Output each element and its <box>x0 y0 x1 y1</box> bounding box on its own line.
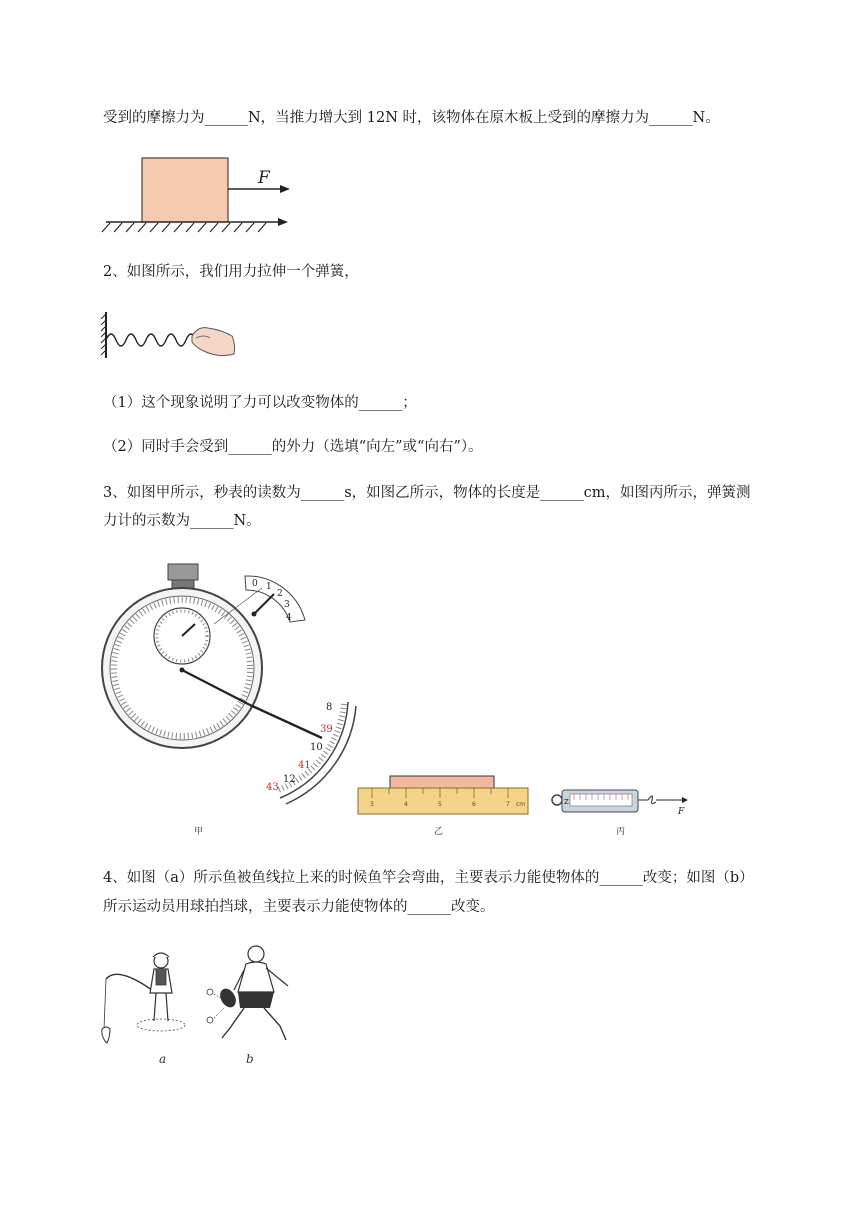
spring-hand-figure <box>100 310 240 360</box>
force-label: F <box>258 168 270 188</box>
small-tick-1: 1 <box>266 582 272 592</box>
small-tick-4: 4 <box>286 613 292 623</box>
ruler <box>358 788 528 814</box>
ruler-tick-7: 7 <box>506 801 510 808</box>
stopwatch-figure <box>100 558 370 808</box>
caption-jia: 甲 <box>194 827 204 837</box>
racket <box>217 986 239 1010</box>
spring-balance-figure <box>548 784 692 820</box>
q3-line1: 3、如图甲所示，秒表的读数为______s，如图乙所示，物体的长度是______cm，如图丙所示，弹簧测 <box>103 485 751 501</box>
spring-balance-label: Z <box>564 798 569 806</box>
big-tick-39: 39 <box>320 724 333 735</box>
q2-stem: 2、如图所示，我们用力拉伸一个弹簧， <box>103 264 359 280</box>
q4-line1: 4、如图（a）所示鱼被鱼线拉上来的时候鱼竿会弯曲，主要表示力能使物体的______改变；如图（b） <box>103 870 754 886</box>
block-force-figure <box>100 152 300 234</box>
spring <box>106 334 202 346</box>
ball-1 <box>207 989 213 995</box>
caption-bing: 丙 <box>616 827 626 837</box>
big-tick-41: 41 <box>298 760 311 771</box>
small-tick-3: 3 <box>284 600 290 610</box>
big-tick-12: 12 <box>283 774 296 785</box>
caption-yi: 乙 <box>434 827 444 837</box>
q4-line2: 所示运动员用球拍挡球，主要表示力能使物体的______改变。 <box>103 899 495 915</box>
small-tick-2: 2 <box>277 589 283 599</box>
ruler-unit: cm <box>516 801 526 808</box>
q2-part2: （2）同时手会受到______的外力（选填“向左”或“向右”）。 <box>103 439 483 455</box>
caption-a: a <box>159 1052 167 1066</box>
ruler-figure <box>356 772 532 818</box>
spring-balance-force-label: F <box>678 807 685 817</box>
ruler-tick-6: 6 <box>472 801 476 808</box>
fishing-rod <box>106 974 156 993</box>
block <box>142 158 228 222</box>
q1-text: 受到的摩擦力为______N，当推力增大到 12N 时，该物体在原木板上受到的摩擦力为______N。 <box>103 110 720 126</box>
fish <box>102 1027 110 1043</box>
q3-line2: 力计的示数为______N。 <box>103 513 261 529</box>
q2-part1: （1）这个现象说明了力可以改变物体的______； <box>103 395 417 411</box>
caption-b: b <box>246 1052 254 1066</box>
ruler-tick-4: 4 <box>404 801 408 808</box>
fishing-figure <box>98 945 198 1050</box>
big-tick-10: 10 <box>310 742 323 753</box>
big-tick-8: 8 <box>326 702 333 713</box>
object-on-ruler <box>390 776 494 788</box>
big-tick-43: 43 <box>266 782 279 793</box>
ruler-tick-3: 3 <box>370 801 374 808</box>
hand <box>192 328 235 356</box>
ruler-tick-5: 5 <box>438 801 442 808</box>
small-tick-0: 0 <box>252 579 258 589</box>
racket-figure <box>198 940 302 1050</box>
ball-2 <box>207 1017 213 1023</box>
